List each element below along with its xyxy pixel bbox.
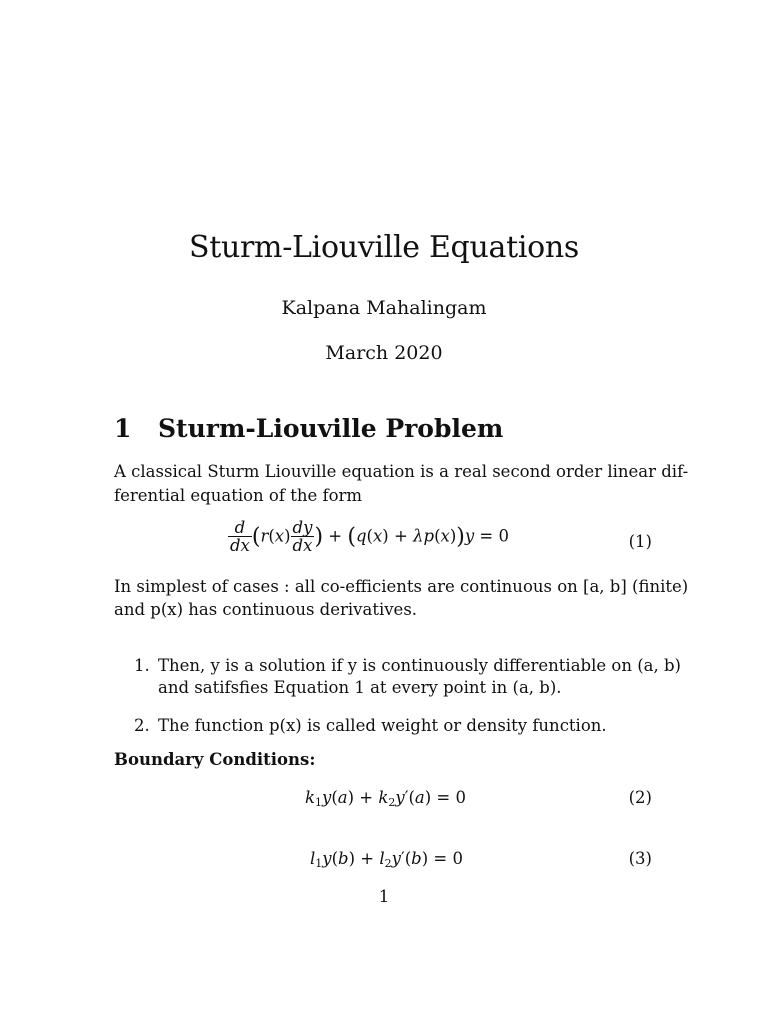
intro-line-2: ferential equation of the form <box>114 486 363 505</box>
list-item-text: Then, y is a solution if y is continuously differentiable on (a, b) <box>158 656 681 675</box>
simplest-line-1: In simplest of cases : all co-efficients are continuous on [a, b] (finite) <box>114 577 689 596</box>
list-item-continuation: and satifsfies Equation 1 at every point in (a, b). <box>158 678 562 697</box>
equation-2: $k_1y(a) + k_2y'(a) = 0$ <box>305 788 466 809</box>
paper-title: Sturm-Liouville Equations <box>188 230 579 265</box>
section-heading <box>114 414 503 443</box>
section-number: 1 <box>114 414 132 443</box>
page-number: 1 <box>378 887 390 906</box>
intro-line-1: A classical Sturm Liouville equation is a real second order linear dif- <box>114 462 689 481</box>
list-item <box>134 654 681 678</box>
equation-3: $l_1y(b) + l_2y'(b) = 0$ <box>310 849 463 870</box>
paper-date: March 2020 <box>325 342 443 364</box>
equation-1-frac-d-dx: $\frac{d}{dx}$ <box>230 518 250 556</box>
section-title: Sturm-Liouville Problem <box>158 414 504 443</box>
list-item-text: The function p(x) is called weight or density function. <box>158 716 607 735</box>
equation-1-frac-dy-dx: $\frac{dy}{dx}$ <box>292 518 313 556</box>
equation-1: $\frac{d}{dx}$ (r(x) $\frac{dy}{dx}$ ) + (q(x) + λp(x))y = 0 <box>230 518 509 556</box>
paper-author: Kalpana Mahalingam <box>281 297 487 319</box>
equation-2-number: (2) <box>628 788 652 807</box>
equation-3-number: (3) <box>628 849 652 868</box>
list-marker: 2. <box>134 716 150 735</box>
simplest-line-2: and p(x) has continuous derivatives. <box>114 600 418 619</box>
equation-1-number: (1) <box>628 532 652 551</box>
list-item <box>134 714 607 738</box>
list-marker: 1. <box>134 656 150 675</box>
boundary-conditions-label: Boundary Conditions: <box>114 750 316 769</box>
